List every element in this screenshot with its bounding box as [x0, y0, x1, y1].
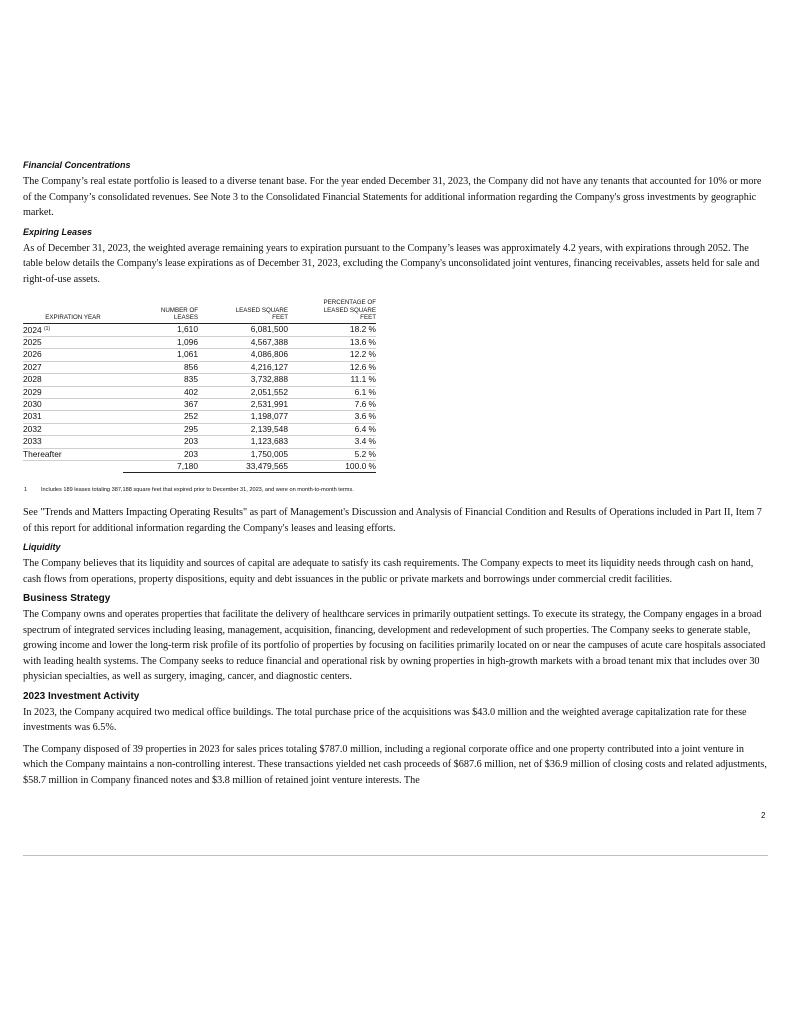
cell-percentage: 18.2 %	[288, 323, 376, 336]
footnote-text: Includes 189 leases totaling 387,188 square feet that expired prior to December 31, 2023, and were on month-to-month terms.	[41, 487, 354, 494]
total-square-feet: 33,479,565	[198, 460, 288, 472]
cell-leased-square-feet: 3,732,888	[198, 374, 288, 386]
financial-concentrations-section	[23, 160, 768, 221]
cell-percentage: 3.4 %	[288, 436, 376, 448]
cell-leased-square-feet: 1,750,005	[198, 448, 288, 460]
table-row	[23, 386, 376, 398]
cell-number-of-leases: 1,610	[123, 323, 198, 336]
col-header-percentage: PERCENTAGE OF LEASED SQUARE FEET	[288, 299, 376, 323]
cell-expiration-year: 2024 $^{(1)}$	[23, 323, 123, 336]
section-heading: Business Strategy	[23, 593, 111, 605]
cell-percentage: 13.6 %	[288, 336, 376, 348]
cell-number-of-leases: 203	[123, 436, 198, 448]
cell-number-of-leases: 1,061	[123, 349, 198, 361]
table-row	[23, 323, 376, 336]
cell-number-of-leases: 295	[123, 423, 198, 435]
table-row	[23, 361, 376, 373]
cell-expiration-year: 2027	[23, 361, 123, 373]
cell-percentage: 12.2 %	[288, 349, 376, 361]
footnote-number: 1	[24, 487, 28, 494]
cell-expiration-year: 2030	[23, 398, 123, 410]
paragraph: In 2023, the Company acquired two medical office buildings. The total purchase price of the acquisitions was $43.0 million and the weighted average capitalization rate for these investments was 6.5%.	[23, 706, 747, 734]
table-row	[23, 398, 376, 410]
paragraph: The Company disposed of 39 properties in 2023 for sales prices totaling $787.0 million, including a regional corporate office and one property contributed into a joint venture in which the Company maintains a non-controlling interest. These transactions yielded net cash proceeds of $687.6 million, net of $36.9 million of closing costs and related adjustments, $58.7 million in Company financed notes and $3.8 million of retained joint venture interests. The	[23, 743, 767, 786]
total-leases: 7,180	[123, 460, 198, 472]
cell-number-of-leases: 252	[123, 411, 198, 423]
total-percentage: 100.0 %	[288, 460, 376, 472]
cell-percentage: 12.6 %	[288, 361, 376, 373]
cell-percentage: 7.6 %	[288, 398, 376, 410]
col-header-expiration-year: EXPIRATION YEAR	[23, 299, 123, 323]
section-heading: Expiring Leases	[23, 226, 93, 237]
cell-leased-square-feet: 4,086,806	[198, 349, 288, 361]
cell-leased-square-feet: 2,531,991	[198, 398, 288, 410]
cell-percentage: 3.6 %	[288, 411, 376, 423]
page-divider	[23, 855, 768, 856]
cell-number-of-leases: 367	[123, 398, 198, 410]
cell-expiration-year: 2033	[23, 436, 123, 448]
col-header-leased-square-feet: LEASED SQUARE FEET	[198, 299, 288, 323]
col-header-number-of-leases: NUMBER OF LEASES	[123, 299, 198, 323]
page-number: 2	[761, 811, 766, 820]
cell-leased-square-feet: 4,567,388	[198, 336, 288, 348]
paragraph: As of December 31, 2023, the weighted average remaining years to expiration pursuant to the Company’s leases was approximately 4.2 years, with expirations through 2052. The table below details the Company's lease expirations as of December 31, 2023, excluding the Company's unconsolidated joint ventures, financing receivables, assets held for sale and right-of-use assets.	[23, 242, 760, 285]
table-row	[23, 448, 376, 460]
section-heading: 2023 Investment Activity	[23, 690, 140, 702]
lease-expiration-table	[23, 299, 376, 473]
table-row	[23, 423, 376, 435]
cell-percentage: 6.1 %	[288, 386, 376, 398]
table-header-row	[23, 299, 376, 323]
cell-percentage: 11.1 %	[288, 374, 376, 386]
cell-expiration-year: 2026	[23, 349, 123, 361]
cell-leased-square-feet: 1,198,077	[198, 411, 288, 423]
table-total-row	[23, 460, 376, 472]
cell-number-of-leases: 1,096	[123, 336, 198, 348]
cell-percentage: 5.2 %	[288, 448, 376, 460]
paragraph: The Company’s real estate portfolio is leased to a diverse tenant base. For the year ended December 31, 2023, the Company did not have any tenants that accounted for 10% or more of the Company’s consolidated revenues. See Note 3 to the Consolidated Financial Statements for additional information regarding the Company's gross investments by geographic market.	[23, 176, 762, 218]
table-row	[23, 349, 376, 361]
cell-number-of-leases: 835	[123, 374, 198, 386]
paragraph: The Company owns and operates properties that facilitate the delivery of healthcare services in primarily outpatient settings. To execute its strategy, the Company engages in a broad spectrum of integrated services including leasing, management, acquisition, financing, development and redevelopment of such properties. The Company seeks to generate stable, growing income and lower the long-term risk profile of its portfolio of properties by focusing on facilities primarily located on or near the campuses of acute care hospitals associated with leading health systems. The Company seeks to reduce financial and operational risk by owning properties in high-growth markets with a broad tenant mix that includes over 30 physician specialties, as well as surgery, imaging, cancer, and diagnostic centers.	[23, 609, 766, 683]
cell-number-of-leases: 856	[123, 361, 198, 373]
cell-number-of-leases: 402	[123, 386, 198, 398]
cell-leased-square-feet: 4,216,127	[198, 361, 288, 373]
footnote	[23, 487, 768, 493]
cell-expiration-year: 2031	[23, 411, 123, 423]
document-page	[23, 160, 768, 794]
section-heading: Financial Concentrations	[23, 160, 131, 170]
liquidity-section	[23, 542, 768, 587]
table-row	[23, 374, 376, 386]
table-row	[23, 411, 376, 423]
cell-leased-square-feet: 2,051,552	[198, 386, 288, 398]
cell-leased-square-feet: 6,081,500	[198, 323, 288, 336]
paragraph: See "Trends and Matters Impacting Operating Results" as part of Management's Discussion and Analysis of Financial Condition and Results of Operations included in Part II, Item 7 of this report for additional information regarding the Company's leases and leasing efforts.	[23, 507, 762, 534]
table-row	[23, 336, 376, 348]
cell-percentage: 6.4 %	[288, 423, 376, 435]
cell-leased-square-feet: 2,139,548	[198, 423, 288, 435]
footnote-marker: (1)	[43, 325, 51, 332]
section-heading: Liquidity	[23, 542, 61, 553]
business-strategy-section	[23, 593, 768, 685]
cell-expiration-year: 2029	[23, 386, 123, 398]
cell-leased-square-feet: 1,123,683	[198, 436, 288, 448]
cell-number-of-leases: 203	[123, 448, 198, 460]
investment-activity-section	[23, 691, 768, 789]
cell-expiration-year: Thereafter	[23, 448, 123, 460]
cell-expiration-year: 2028	[23, 374, 123, 386]
cell-empty	[23, 460, 123, 472]
paragraph: The Company believes that its liquidity and sources of capital are adequate to satisfy its cash requirements. The Company expects to meet its liquidity needs through cash on hand, cash flows from operations, property dispositions, equity and debt issuances in the public or private markets and borrowings under commercial credit facilities.	[23, 558, 754, 585]
table-row	[23, 436, 376, 448]
cell-expiration-year: 2025	[23, 336, 123, 348]
cell-expiration-year: 2032	[23, 423, 123, 435]
expiring-leases-section	[23, 227, 768, 288]
